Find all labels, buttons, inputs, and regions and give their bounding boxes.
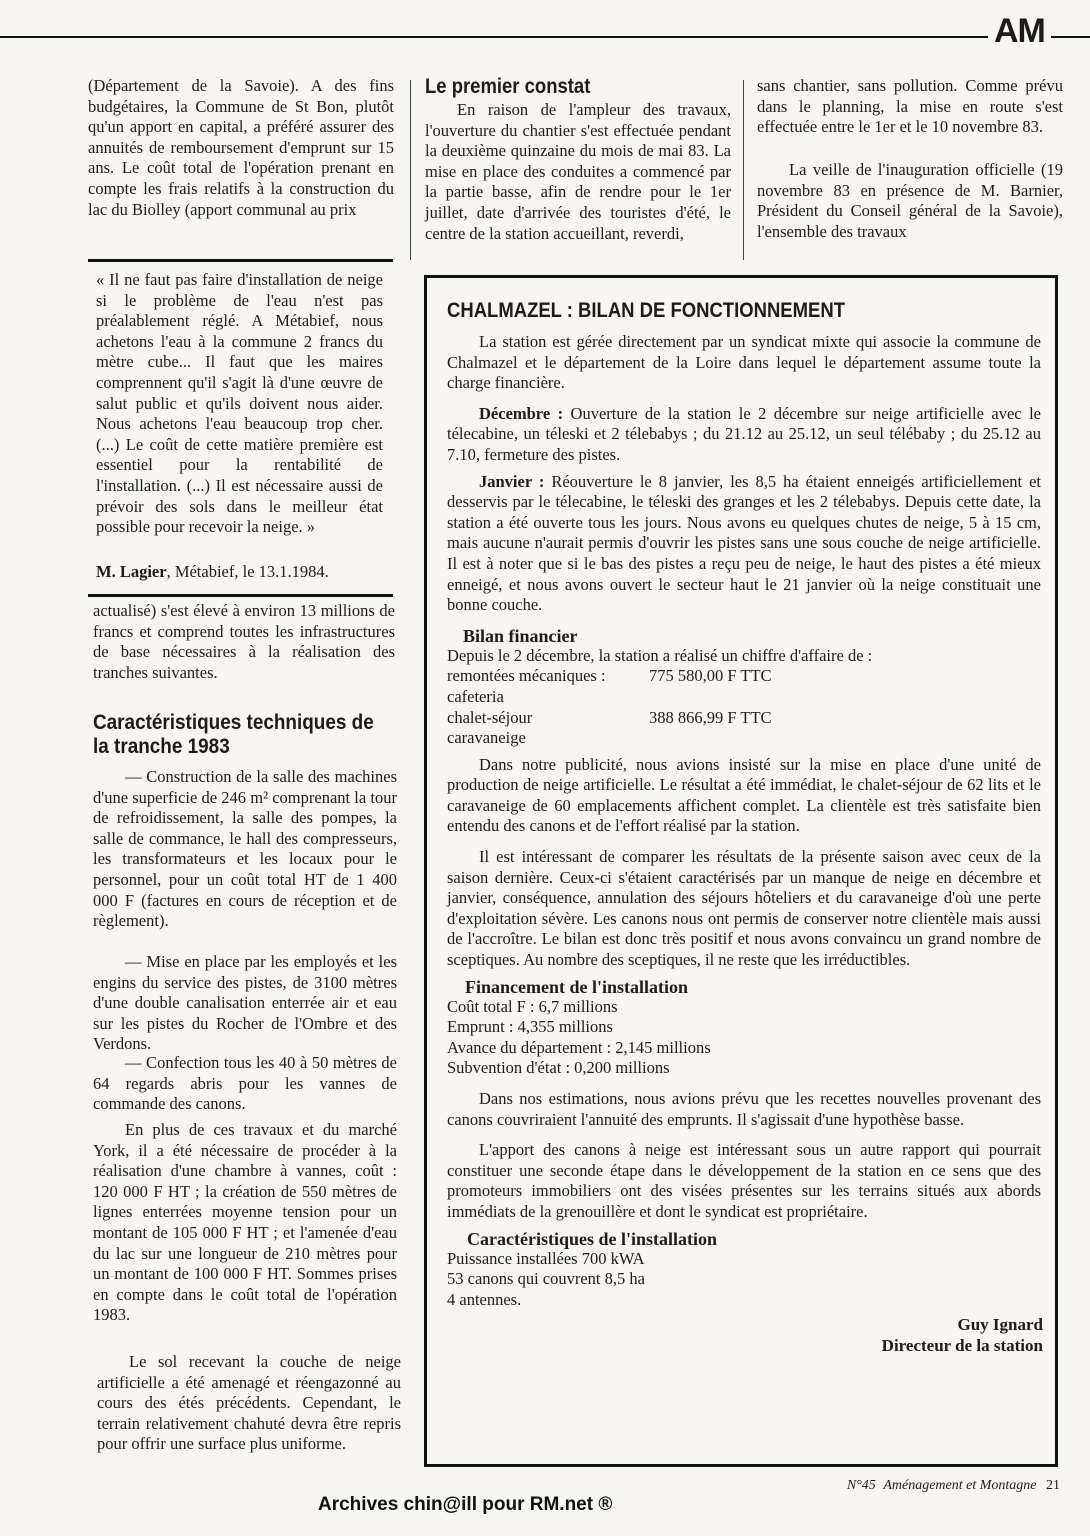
- financement-line-3: Avance du département : 2,145 millions: [447, 1037, 711, 1057]
- caracteristiques-line-1: Puissance installées 700 kWA: [447, 1248, 645, 1268]
- col3-text-1: sans chantier, sans pollution. Comme prévu dans le planning, la mise en route s'est effectuée entre le 1er et le 10 novembre 83.: [757, 76, 1063, 137]
- box-janvier: [447, 472, 1041, 616]
- chalet-value: 388 866,99 F TTC: [649, 707, 772, 727]
- decembre-text: Ouverture de la station le 2 décembre sur neige artificielle avec le télecabine, un téleski et 2 télebabys ; du 21.12 au 25.12, un seul télébaby ; du 25.12 au 7.10, fermeture des pistes.: [447, 403, 1041, 464]
- premier-constat-heading: Le premier constat: [425, 75, 591, 98]
- janvier-label: Janvier :: [479, 471, 545, 491]
- tranche-paragraph-3: — Confection tous les 40 à 50 mètres de 64 regards abris pour les vannes de commande des canons.: [93, 1053, 397, 1114]
- page-number: 21: [1046, 1478, 1060, 1493]
- box-publicite: Dans notre publicité, nous avions insisté sur la mise en place d'une unité de production de neige artificielle. Le résultat a été immédiat, le chalet-séjour de 62 lits et le caravaneige de 60 emplacements affichent complet. La clientèle est très satisfaite bien entendu des canons et de l'effort réalisé par la station.: [447, 754, 1041, 836]
- top-rule: [0, 36, 1090, 38]
- issue-number: N°45: [846, 1478, 876, 1493]
- financement-line-1: Coût total F : 6,7 millions: [447, 996, 618, 1016]
- bilan-heading: Bilan financier: [463, 625, 578, 646]
- bilan-intro: Depuis le 2 décembre, la station a réalisé un chiffre d'affaire de :: [447, 645, 873, 665]
- bilan-chalet: [447, 708, 1039, 729]
- financement-line-2: Emprunt : 4,355 millions: [447, 1017, 613, 1037]
- tranche-paragraph-1: — Construction de la salle des machines d'une superficie de 246 m² comprenant la tour de refroidissement, la salle des pompes, la salle de commance, le hall des compresseurs, les transformateurs et les locaux pour le personnel, pour un coût total HT de 1 400 000 F (factures en cours de réception et de règlement).: [93, 767, 397, 931]
- box-title: CHALMAZEL : BILAN DE FONCTIONNEMENT: [447, 299, 845, 322]
- signature-title: Directeur de la station: [881, 1336, 1043, 1356]
- tranche-paragraph-5: Le sol recevant la couche de neige artificielle a été amenagé et réengazonné au cours des étés précédents. Cependant, le terrain relativement chahuté devra être repris pour offrir une surface plus uniforme.: [97, 1352, 401, 1454]
- pull-quote-text: « Il ne faut pas faire d'installation de neige si le problème de l'eau n'est pas préalablement réglé. A Métabief, nous achetons l'eau à la commune 2 francs du mètre cube... Il faut que les maires comprennent qu'il s'agit là d'une œuvre de salut public et qu'ils doivent nous aider. Nous achetons l'eau beaucoup trop cher. (...) Le coût de cette matière première est essentiel pour la rentabilité de l'installation. (...) Il est nécessaire aussi de prévoir des sols dans le meilleur état possible pour recevoir la neige. »: [96, 270, 383, 537]
- bilan-caravaneige: caravaneige: [447, 728, 526, 748]
- tranche-paragraph-2: — Mise en place par les employés et les engins du service des pistes, de 3100 mètres d'une double canalisation enterrée air et eau sur les pistes du Rocher de l'Ombre et des Verdons.: [93, 952, 397, 1054]
- caracteristiques-heading: Caractéristiques de l'installation: [467, 1228, 717, 1249]
- box-estimations: Dans nos estimations, nous avions prévu que les recettes nouvelles provenant des canons couvriraient l'annuité des emprunts. Il s'agissait d'une hypothèse basse.: [447, 1089, 1041, 1129]
- bilan-remontees: [447, 666, 1039, 687]
- magazine-logo: AM: [988, 12, 1051, 51]
- premier-constat-text: En raison de l'ampleur des travaux, l'ouverture du chantier s'est effectuée pendant la deuxième quinzaine du mois de mai 83. La mise en place des conduites a commencé par la partie basse, afin de rendre pour le 1er juillet, date d'arrivée des touristes d'été, le centre de la station accueillant, reverdi,: [425, 100, 731, 243]
- quote-top-rule: [88, 259, 393, 262]
- decembre-label: Décembre :: [479, 403, 564, 423]
- tranche-heading-text: Caractéristiques techniques de la tranche 1983: [93, 710, 374, 758]
- janvier-text: Réouverture le 8 janvier, les 8,5 ha étaient enneigés artificiellement et desservis par le télecabine, le téleski des granges et les 2 télebabys. Depuis cette date, la station a été ouverte tous les jours. Nous avons eu quelques chutes de neige, 5 à 15 cm, mais aucune n'aurait permis d'ouvrir les pistes sans une sous couche de neige artificielle. Il est à noter que si le bas des pistes a reçu peu de neige, le haut des pistes a été mieux enneigé, et nous avons ouvert le secteur haut le 21 janvier où la neige constituait une bonne couche.: [447, 471, 1041, 615]
- quote-bottom-rule: [88, 594, 393, 597]
- remontees-value: 775 580,00 F TTC: [649, 666, 772, 686]
- box-decembre: [447, 404, 1041, 466]
- magazine-name: Aménagement et Montagne: [883, 1478, 1037, 1493]
- chalet-label: chalet-séjour: [447, 707, 533, 727]
- col1-continued-text: actualisé) s'est élevé à environ 13 millions de francs et comprend toutes les infrastructures de base nécessaires à la réalisation des tranches suivantes.: [93, 601, 395, 682]
- tranche-heading: [93, 710, 433, 758]
- caracteristiques-line-2: 53 canons qui couvrent 8,5 ha: [447, 1269, 645, 1289]
- box-comparaison: Il est intéressant de comparer les résultats de la présente saison avec ceux de la saison dernière. Ceux-ci s'étaient caractérisés par un manque de neige en décembre et janvier, conséquence, annulation des séjours hôteliers et du caravaneige d'où une perte d'exploitation sévère. Les canons nous ont permis de conserver notre clientèle mais aussi de l'accroître. Le bilan est donc très positif et nous avons convaincu un grand nombre de sceptiques. Au nombre des sceptiques, il ne reste que les irréductibles.: [447, 847, 1041, 970]
- column-divider-right: [743, 80, 744, 260]
- archive-watermark: Archives chin@ill pour RM.net ®: [318, 1494, 613, 1515]
- quote-author-source: , Métabief, le 13.1.1984.: [166, 562, 329, 581]
- pull-quote-attribution: [96, 562, 396, 583]
- bilan-cafeteria: cafeteria: [447, 686, 504, 706]
- financement-line-4: Subvention d'état : 0,200 millions: [447, 1058, 670, 1078]
- signature-name: Guy Ignard: [957, 1315, 1043, 1335]
- box-apport: L'apport des canons à neige est intéressant sous un autre rapport qui pourrait constituer une seconde étape dans le développement de la station en ce sens que des promoteurs immobiliers ont des visées présentes sur les terrains situés aux abords immédiats de la grenouillère et dont le syndicat est propriétaire.: [447, 1140, 1041, 1221]
- col3-text-2: La veille de l'inauguration officielle (19 novembre 83 en présence de M. Barnier, Président du Conseil général de la Savoie), l'ensemble des travaux: [757, 160, 1063, 241]
- col1-intro-text: (Département de la Savoie). A des fins budgétaires, la Commune de St Bon, plutôt qu'un apport en capital, a préféré assurer des annuités de remboursement d'emprunt sur 15 ans. Le coût total de l'opération prenant en compte les frais relatifs à la construction du lac du Biolley (apport communal au prix: [88, 76, 394, 219]
- financement-heading: Financement de l'installation: [465, 976, 689, 997]
- box-intro: La station est gérée directement par un syndicat mixte qui associe la commune de Chalmazel et le département de la Loire dans lequel le département assume toute la charge financière.: [447, 332, 1041, 393]
- chalmazel-box: [424, 275, 1058, 1467]
- tranche-paragraph-4: En plus de ces travaux et du marché York, il a été nécessaire de procéder à la réalisation d'une chambre à vannes, coût : 120 000 F HT ; la création de 550 mètres de lignes enterrées moyenne tension pour un montant de 105 000 F HT ; et l'amenée d'eau du lac sur une longueur de 210 mètres pour un montant de 100 000 F HT. Sommes prises en compte dans le coût total de l'opération 1983.: [93, 1120, 397, 1325]
- caracteristiques-line-3: 4 antennes.: [447, 1289, 522, 1309]
- remontees-label: remontées mécaniques :: [447, 666, 606, 686]
- page-footer: [835, 1478, 1060, 1494]
- column-divider-left: [410, 80, 411, 260]
- quote-author-name: M. Lagier: [96, 562, 167, 581]
